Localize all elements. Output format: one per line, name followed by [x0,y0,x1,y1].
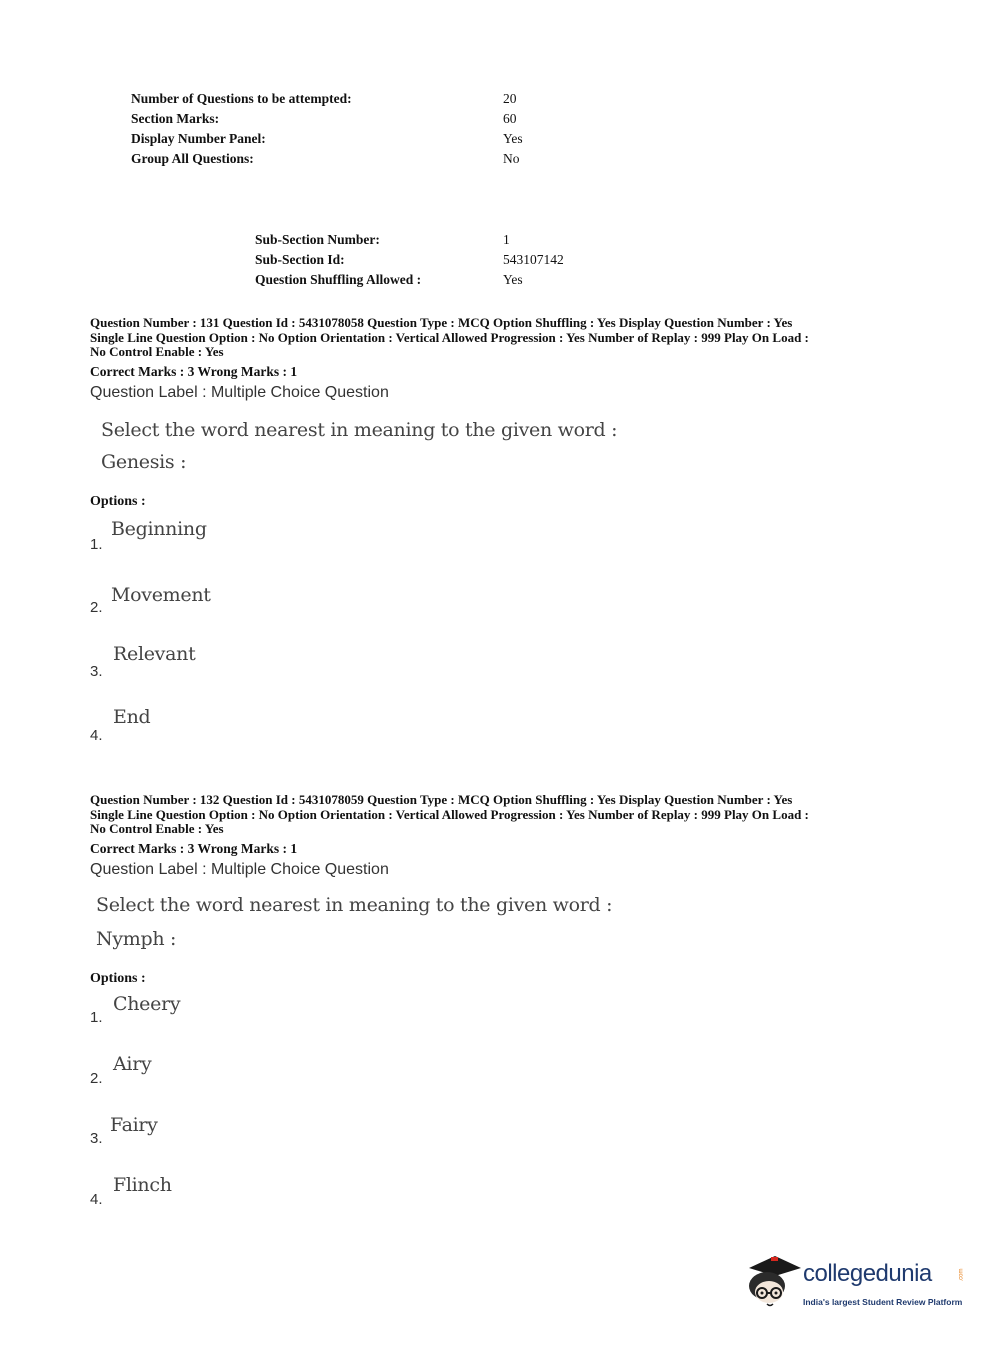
logo-name: collegedunia [803,1260,932,1287]
option-text[interactable]: Fairy [110,1114,158,1136]
options-label: Options : [90,971,146,986]
option-text[interactable]: Flinch [113,1174,172,1196]
option-number: 3. [90,663,103,680]
question-meta-line: No Control Enable : Yes [90,344,224,359]
question-marks: Correct Marks : 3 Wrong Marks : 1 [90,841,298,856]
section-info-label: Section Marks: [131,111,220,126]
option-number: 2. [90,1070,103,1087]
question-word: Genesis : [101,451,187,473]
option-number: 4. [90,727,103,744]
section-info-value: 20 [503,91,517,106]
subsection-info-value: Yes [503,272,523,287]
question-meta-line: Single Line Question Option : No Option Orientation : Vertical Allowed Progression : Yes Number of Replay : 999 Play On Load : [90,329,809,345]
section-info-label: Number of Questions to be attempted: [131,91,352,106]
subsection-info-label: Sub-Section Id: [255,252,345,267]
options-label: Options : [90,494,146,509]
question-meta [90,793,920,837]
subsection-info-label: Sub-Section Number: [255,232,380,247]
option-text[interactable]: Cheery [113,993,181,1015]
question-label: Question Label : Multiple Choice Question [90,384,389,401]
question-prompt: Select the word nearest in meaning to the given word : [101,419,618,441]
option-number: 3. [90,1130,103,1147]
option-text[interactable]: Relevant [113,643,196,665]
section-info-value: Yes [503,131,523,146]
subsection-info-value: 1 [503,232,510,247]
option-text[interactable]: End [113,706,151,728]
section-info-value: 60 [503,111,517,126]
section-info-value: No [503,151,520,166]
mascot-icon [745,1252,801,1312]
question-label: Question Label : Multiple Choice Question [90,861,389,878]
option-number: 1. [90,536,103,553]
question-meta [90,316,920,360]
section-info-label: Display Number Panel: [131,131,266,146]
option-text[interactable]: Airy [113,1053,152,1075]
option-number: 4. [90,1191,103,1208]
question-meta-line: Question Number : 132 Question Id : 5431078059 Question Type : MCQ Option Shuffling : Yes Display Question Number : Yes [90,792,793,807]
subsection-info-label: Question Shuffling Allowed : [255,272,422,287]
question-prompt: Select the word nearest in meaning to the given word : [96,894,613,916]
section-info-label: Group All Questions: [131,151,254,166]
logo-domain: .com [958,1268,965,1282]
option-number: 1. [90,1009,103,1026]
logo-tagline: India's largest Student Review Platform [803,1297,963,1307]
question-marks: Correct Marks : 3 Wrong Marks : 1 [90,364,298,379]
question-meta-line: Question Number : 131 Question Id : 5431078058 Question Type : MCQ Option Shuffling : Yes Display Question Number : Yes [90,315,793,330]
option-number: 2. [90,599,103,616]
question-word: Nymph : [96,928,177,950]
question-meta-line: No Control Enable : Yes [90,821,224,836]
option-text[interactable]: Beginning [111,518,207,540]
question-meta-line: Single Line Question Option : No Option Orientation : Vertical Allowed Progression : Yes Number of Replay : 999 Play On Load : [90,806,809,822]
option-text[interactable]: Movement [111,584,211,606]
collegedunia-logo [745,1252,975,1312]
subsection-info-value: 543107142 [503,252,564,267]
